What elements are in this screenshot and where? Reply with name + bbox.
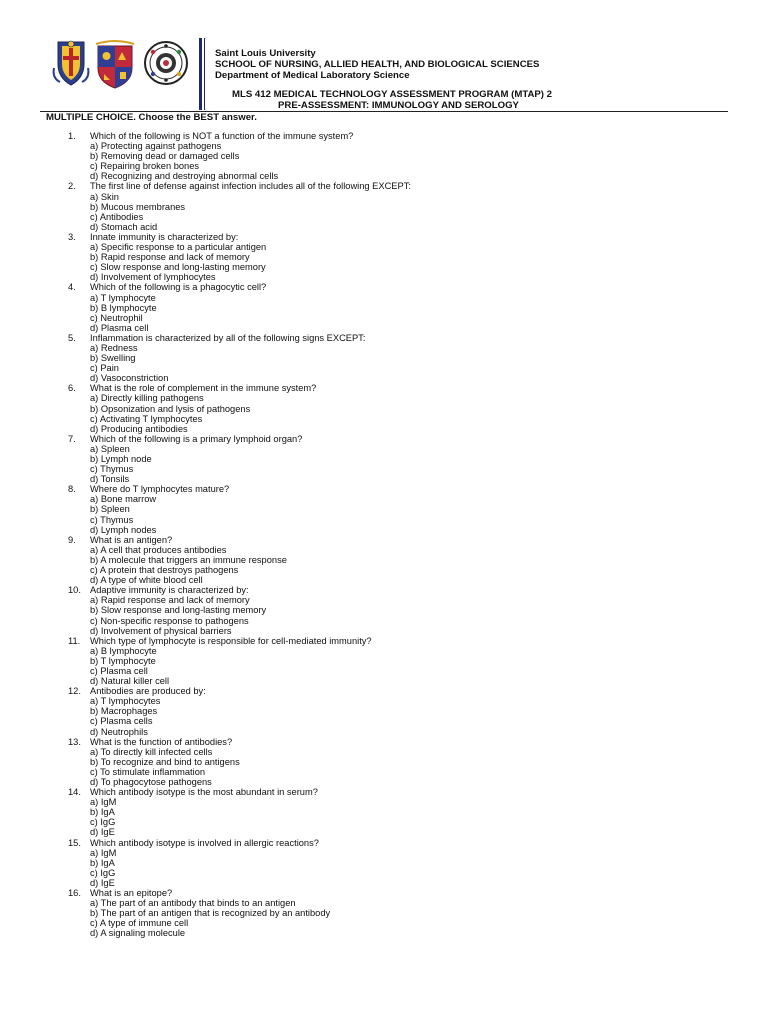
university-seal-logo xyxy=(52,38,90,88)
answer-option: c) Neutrophil xyxy=(90,312,143,323)
answer-option: a) Spleen xyxy=(90,443,130,454)
question-text: What is an antigen? xyxy=(90,534,173,545)
school-crest-logo xyxy=(94,40,136,90)
answer-option: a) The part of an antibody that binds to an antigen xyxy=(90,898,296,909)
question-item xyxy=(0,585,768,635)
answer-option: d) Tonsils xyxy=(90,474,130,485)
answer-option: a) Skin xyxy=(90,191,119,202)
header-divider xyxy=(199,38,202,110)
school-name: SCHOOL OF NURSING, ALLIED HEALTH, AND BIOLOGICAL SCIENCES xyxy=(215,59,540,70)
answer-option: b) Macrophages xyxy=(90,706,158,717)
answer-option: d) A signaling molecule xyxy=(90,928,186,939)
answer-option: d) To phagocytose pathogens xyxy=(90,777,212,787)
question-item xyxy=(0,383,768,433)
answer-option: a) T lymphocytes xyxy=(90,696,161,707)
department-name: Department of Medical Laboratory Science xyxy=(215,70,410,81)
question-number: 9. xyxy=(68,534,76,545)
answer-option: a) Protecting against pathogens xyxy=(90,141,222,152)
answer-option: c) Activating T lymphocytes xyxy=(90,413,203,424)
answer-option: c) Thymus xyxy=(90,514,134,525)
answer-option: b) To recognize and bind to antigens xyxy=(90,756,240,767)
answer-option: a) Specific response to a particular antigen xyxy=(90,242,267,253)
answer-option: d) Plasma cell xyxy=(90,322,149,333)
institution-block xyxy=(215,48,539,81)
answer-option: c) Plasma cell xyxy=(90,665,148,676)
question-number: 6. xyxy=(68,383,76,394)
question-text: Which of the following is a primary lymphoid organ? xyxy=(90,433,303,444)
answer-option: d) A type of white blood cell xyxy=(90,575,203,586)
answer-option: b) B lymphocyte xyxy=(90,302,157,313)
answer-option: b) IgA xyxy=(90,807,115,818)
question-text: Adaptive immunity is characterized by: xyxy=(90,585,249,596)
question-text: What is the function of antibodies? xyxy=(90,736,233,747)
question-item xyxy=(0,181,768,231)
question-item xyxy=(0,737,768,787)
answer-option: c) A type of immune cell xyxy=(90,918,189,929)
question-number: 15. xyxy=(68,837,81,848)
question-number: 7. xyxy=(68,433,76,444)
answer-option: a) IgM xyxy=(90,847,117,858)
university-name: Saint Louis University xyxy=(215,48,316,59)
answer-option: c) Plasma cells xyxy=(90,716,153,727)
answer-option: c) Antibodies xyxy=(90,211,144,222)
answer-option: c) Non-specific response to pathogens xyxy=(90,615,249,626)
answer-option: b) IgA xyxy=(90,857,115,868)
question-item xyxy=(0,787,768,837)
answer-option: b) Removing dead or damaged cells xyxy=(90,151,240,162)
answer-option: d) Involvement of lymphocytes xyxy=(90,272,216,283)
question-item xyxy=(0,232,768,282)
answer-option: a) IgM xyxy=(90,797,117,808)
answer-option: d) Recognizing and destroying abnormal cells xyxy=(90,171,279,182)
question-text: Which type of lymphocyte is responsible for cell-mediated immunity? xyxy=(90,635,372,646)
question-item xyxy=(0,434,768,484)
question-item xyxy=(0,131,768,181)
answer-option: b) Rapid response and lack of memory xyxy=(90,252,250,263)
answer-option: c) Repairing broken bones xyxy=(90,161,200,172)
answer-option: c) IgG xyxy=(90,867,116,878)
question-number: 4. xyxy=(68,282,76,293)
program-title: MLS 412 MEDICAL TECHNOLOGY ASSESSMENT PROGRAM (MTAP) 2 xyxy=(232,89,552,100)
question-item xyxy=(0,282,768,332)
answer-option: b) Spleen xyxy=(90,504,130,515)
question-number: 8. xyxy=(68,484,76,495)
answer-option: d) Neutrophils xyxy=(90,726,148,737)
answer-option: b) T lymphocyte xyxy=(90,655,156,666)
answer-option: b) Lymph node xyxy=(90,454,152,464)
question-number: 11. xyxy=(68,635,81,646)
question-number: 2. xyxy=(68,181,76,192)
question-text: Which antibody isotype is the most abundant in serum? xyxy=(90,787,318,798)
question-item xyxy=(0,888,768,938)
question-text: Which of the following is a phagocytic cell? xyxy=(90,282,267,293)
instructions: MULTIPLE CHOICE. Choose the BEST answer. xyxy=(46,112,257,123)
question-text: What is the role of complement in the immune system? xyxy=(90,383,317,394)
program-block xyxy=(232,89,552,111)
question-list xyxy=(0,131,768,939)
answer-option: d) Natural killer cell xyxy=(90,676,170,687)
question-text: Which antibody isotype is involved in allergic reactions? xyxy=(90,837,319,848)
question-number: 12. xyxy=(68,686,81,697)
question-number: 16. xyxy=(68,888,81,899)
answer-option: a) To directly kill infected cells xyxy=(90,746,213,757)
answer-option: a) Directly killing pathogens xyxy=(90,393,204,404)
answer-option: c) Pain xyxy=(90,363,119,374)
answer-option: c) Thymus xyxy=(90,464,134,475)
answer-option: b) Opsonization and lysis of pathogens xyxy=(90,403,251,414)
answer-option: a) T lymphocyte xyxy=(90,292,156,303)
answer-option: a) Redness xyxy=(90,342,138,353)
question-number: 1. xyxy=(68,131,76,141)
answer-option: d) IgE xyxy=(90,827,115,838)
answer-option: d) Involvement of physical barriers xyxy=(90,625,232,636)
question-number: 5. xyxy=(68,332,76,343)
question-text: The first line of defense against infection includes all of the following EXCEPT: xyxy=(90,181,411,192)
answer-option: b) The part of an antigen that is recognized by an antibody xyxy=(90,908,331,919)
question-text: What is an epitope? xyxy=(90,888,173,899)
answer-option: c) A protein that destroys pathogens xyxy=(90,565,239,576)
answer-option: d) IgE xyxy=(90,877,115,888)
answer-option: c) IgG xyxy=(90,817,116,828)
document-header xyxy=(0,0,768,112)
department-seal-logo xyxy=(141,40,191,86)
answer-option: b) A molecule that triggers an immune response xyxy=(90,554,287,565)
answer-option: c) Slow response and long-lasting memory xyxy=(90,262,266,273)
question-item xyxy=(0,333,768,383)
answer-option: a) A cell that produces antibodies xyxy=(90,544,227,555)
question-text: Antibodies are produced by: xyxy=(90,686,206,697)
answer-option: b) Mucous membranes xyxy=(90,201,186,212)
question-text: Inflammation is characterized by all of the following signs EXCEPT: xyxy=(90,332,366,343)
question-item xyxy=(0,686,768,736)
question-item xyxy=(0,636,768,686)
answer-option: d) Producing antibodies xyxy=(90,423,188,434)
answer-option: a) B lymphocyte xyxy=(90,645,157,656)
question-text: Innate immunity is characterized by: xyxy=(90,231,239,242)
answer-option: a) Bone marrow xyxy=(90,494,157,505)
answer-option: b) Slow response and long-lasting memory xyxy=(90,605,267,616)
question-item xyxy=(0,484,768,534)
question-text: Which of the following is NOT a function of the immune system? xyxy=(90,131,354,141)
question-number: 3. xyxy=(68,231,76,242)
answer-option: d) Stomach acid xyxy=(90,221,158,232)
assessment-title: PRE-ASSESSMENT: IMMUNOLOGY AND SEROLOGY xyxy=(278,100,519,111)
answer-option: b) Swelling xyxy=(90,353,136,364)
header-divider-thin xyxy=(204,38,205,110)
answer-option: d) Lymph nodes xyxy=(90,524,157,535)
question-item xyxy=(0,838,768,888)
question-number: 14. xyxy=(68,787,81,798)
answer-option: a) Rapid response and lack of memory xyxy=(90,595,250,606)
answer-option: c) To stimulate inflammation xyxy=(90,766,206,777)
question-number: 13. xyxy=(68,736,81,747)
question-text: Where do T lymphocytes mature? xyxy=(90,484,230,495)
answer-option: d) Vasoconstriction xyxy=(90,373,169,384)
question-item xyxy=(0,535,768,585)
question-number: 10. xyxy=(68,585,81,596)
